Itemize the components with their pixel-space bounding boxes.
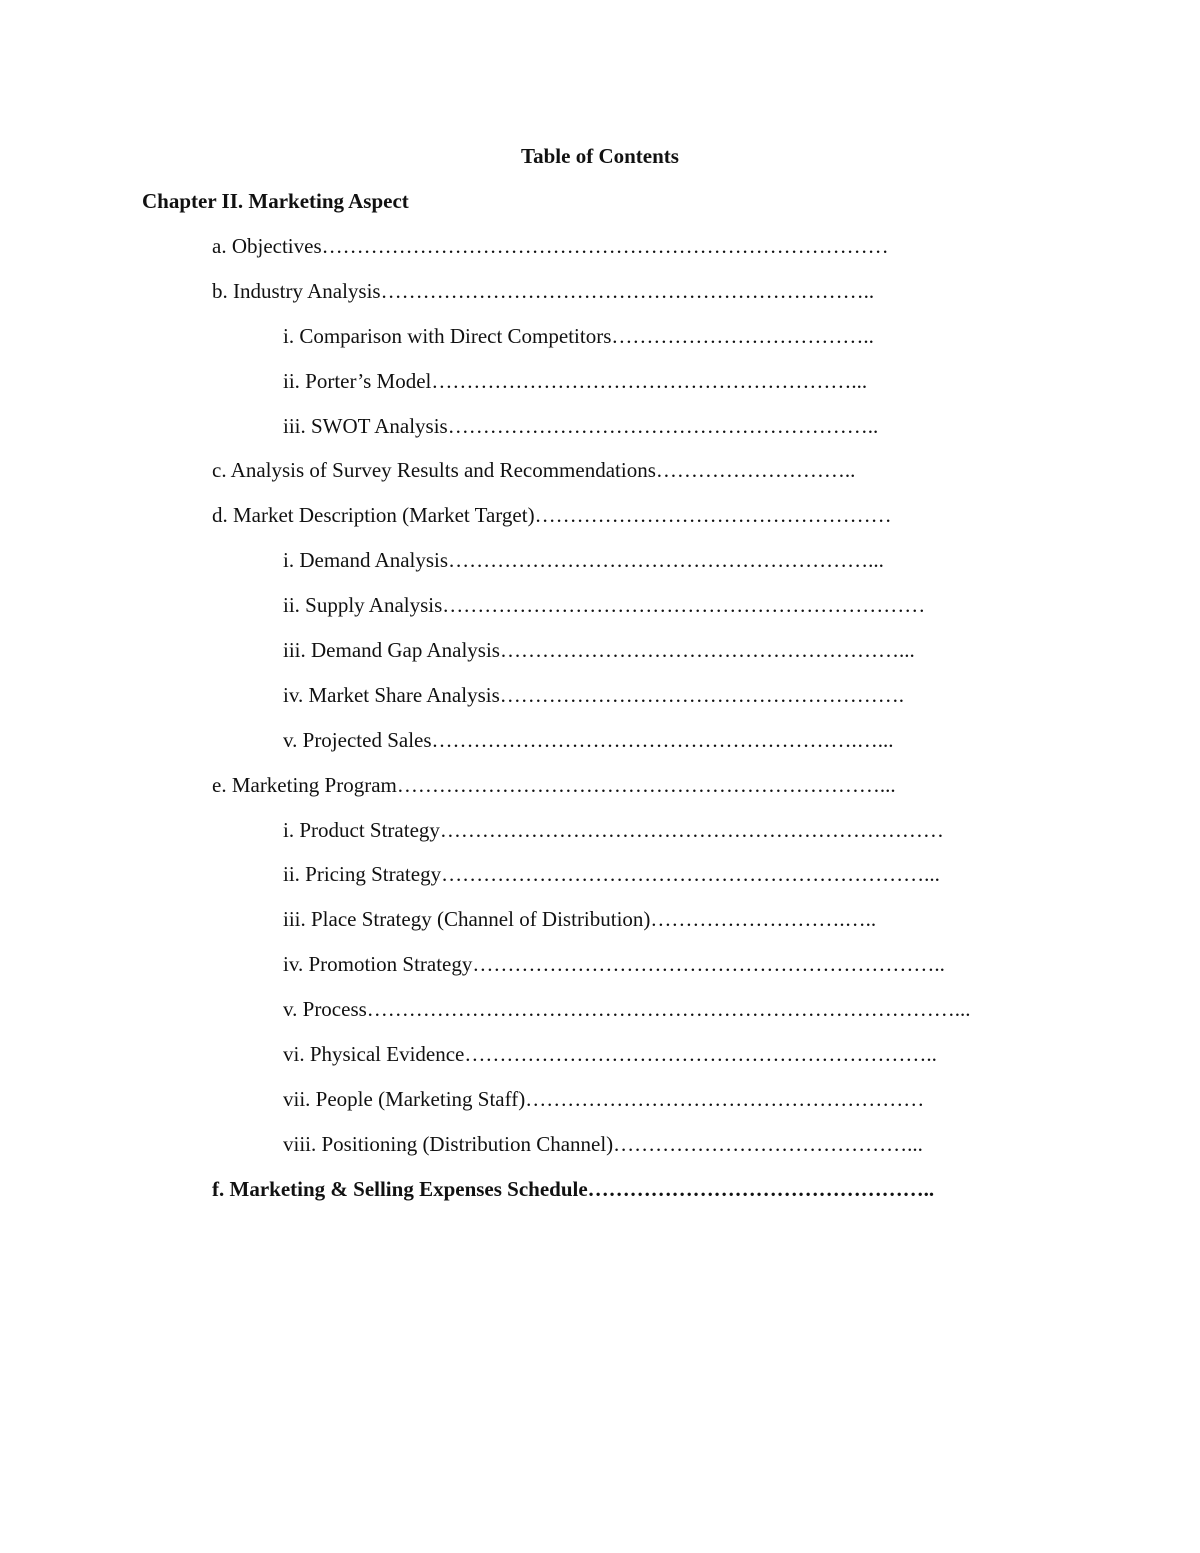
toc-entry-place-strategy: iii. Place Strategy (Channel of Distribution)……………………….….. xyxy=(283,907,877,932)
toc-entry-physical-evidence: vi. Physical Evidence………………………………………………………….. xyxy=(283,1042,937,1067)
toc-entry-positioning: viii. Positioning (Distribution Channel)……………………………………... xyxy=(283,1131,923,1156)
toc-list xyxy=(0,232,1200,1220)
toc-entry-industry-analysis: b. Industry Analysis…………………………………………………………….. xyxy=(212,278,875,303)
page-title: Table of Contents xyxy=(521,144,679,168)
toc-entry-process: v. Process…………………………………………………………………………... xyxy=(283,997,971,1022)
toc-entry-promotion-strategy: iv. Promotion Strategy………………………………………………………….. xyxy=(283,952,945,977)
toc-entry-product-strategy: i. Product Strategy……………………………………………………………… xyxy=(283,817,944,842)
toc-entry-demand-gap-analysis: iii. Demand Gap Analysis…………………………………………………... xyxy=(283,638,915,663)
toc-entry-pricing-strategy: ii. Pricing Strategy……………………………………………………………... xyxy=(283,862,940,887)
toc-entry-porters-model: ii. Porter’s Model……………………………………………………... xyxy=(283,368,868,393)
toc-entry-swot-analysis: iii. SWOT Analysis…………………………………………………….. xyxy=(283,413,879,438)
toc-entry-market-description: d. Market Description (Market Target)…………………………………………… xyxy=(212,503,892,528)
toc-entry-objectives: a. Objectives……………………………………………………………………… xyxy=(212,234,889,258)
toc-entry-expenses-schedule: f. Marketing & Selling Expenses Schedule………………………………………….. xyxy=(212,1176,935,1201)
toc-entry-market-share-analysis: iv. Market Share Analysis…………………………………………………. xyxy=(283,682,905,707)
toc-entry-comparison-competitors: i. Comparison with Direct Competitors……………………………….. xyxy=(283,323,874,348)
toc-entry-demand-analysis: i. Demand Analysis……………………………………………………... xyxy=(283,548,884,573)
toc-entry-people: vii. People (Marketing Staff)………………………………………………… xyxy=(283,1086,925,1111)
chapter-heading: Chapter II. Marketing Aspect xyxy=(142,189,409,213)
toc-entry-projected-sales: v. Projected Sales…………………………………………………….…... xyxy=(283,727,894,752)
toc-entry-supply-analysis: ii. Supply Analysis…………………………………………………………… xyxy=(283,593,926,618)
toc-entry-marketing-program: e. Marketing Program……………………………………………………………... xyxy=(212,772,896,797)
toc-entry-survey-results: c. Analysis of Survey Results and Recommendations……………………….. xyxy=(212,458,856,483)
